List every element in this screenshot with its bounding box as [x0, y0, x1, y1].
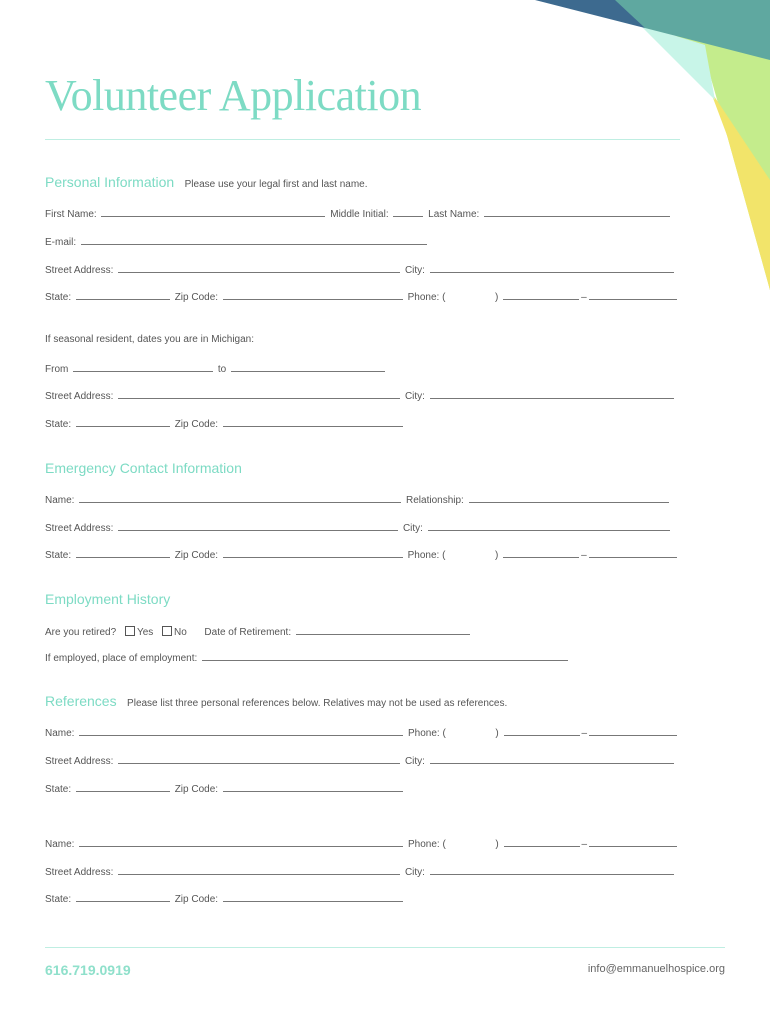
phone-paren-open: (	[442, 550, 446, 561]
middle-initial-label: Middle Initial:	[330, 209, 389, 220]
ref2-state-row	[45, 892, 405, 905]
zip-field[interactable]	[223, 290, 403, 300]
retirement-date-field[interactable]	[296, 625, 470, 635]
seasonal-street-label: Street Address:	[45, 391, 114, 402]
ref2-street-label: Street Address:	[45, 867, 114, 878]
first-name-label: First Name:	[45, 209, 97, 220]
ref2-zip-field[interactable]	[223, 892, 403, 902]
emergency-street-field[interactable]	[118, 521, 398, 531]
phone-paren-open: (	[442, 292, 446, 303]
references-section-header	[45, 693, 507, 711]
ref1-city-field[interactable]	[430, 754, 674, 764]
emergency-phone-line-field[interactable]	[589, 548, 677, 558]
ref2-name-field[interactable]	[79, 837, 403, 847]
phone-paren-close: )	[495, 728, 499, 739]
state-row	[45, 290, 679, 303]
personal-note: Please use your legal first and last name.	[184, 179, 368, 190]
state-field[interactable]	[76, 290, 170, 300]
seasonal-address-row	[45, 389, 676, 402]
ref1-phone-prefix-field[interactable]	[504, 726, 580, 736]
seasonal-label: If seasonal resident, dates you are in Michigan:	[45, 334, 255, 345]
emergency-zip-label: Zip Code:	[174, 550, 219, 561]
to-date-field[interactable]	[231, 362, 385, 372]
street-field[interactable]	[118, 263, 400, 273]
city-label: City:	[404, 265, 425, 276]
phone-prefix-field[interactable]	[503, 290, 579, 300]
email-field[interactable]	[81, 235, 427, 245]
phone-dash: –	[581, 839, 588, 850]
phone-paren-close: )	[495, 292, 499, 303]
phone-dash: –	[581, 550, 587, 561]
ref1-address-row	[45, 754, 676, 767]
emergency-state-label: State:	[45, 550, 72, 561]
ref1-street-label: Street Address:	[45, 756, 114, 767]
relationship-field[interactable]	[469, 493, 669, 503]
ref2-state-label: State:	[45, 894, 72, 905]
last-name-field[interactable]	[484, 207, 670, 217]
yes-checkbox[interactable]	[125, 626, 135, 636]
ref2-city-label: City:	[404, 867, 425, 878]
seasonal-zip-field[interactable]	[223, 417, 403, 427]
phone-dash: –	[581, 292, 587, 303]
ref1-zip-field[interactable]	[223, 782, 403, 792]
ref2-phone-line-field[interactable]	[589, 837, 677, 847]
emergency-street-label: Street Address:	[45, 523, 114, 534]
employment-section-header	[45, 591, 170, 609]
emergency-city-label: City:	[402, 523, 423, 534]
employment-place-label: If employed, place of employment:	[45, 653, 198, 664]
emergency-state-field[interactable]	[76, 548, 170, 558]
phone-paren-close: )	[495, 839, 499, 850]
ref2-street-field[interactable]	[118, 865, 400, 875]
seasonal-zip-label: Zip Code:	[174, 419, 219, 430]
seasonal-city-field[interactable]	[430, 389, 674, 399]
from-label: From	[45, 364, 69, 375]
emergency-phone-label: Phone:	[407, 550, 440, 561]
no-label: No	[174, 627, 187, 638]
name-row	[45, 207, 672, 220]
phone-label: Phone:	[407, 292, 440, 303]
employment-heading: Employment History	[45, 591, 171, 607]
seasonal-city-label: City:	[404, 391, 425, 402]
address-row	[45, 263, 676, 276]
email-row	[45, 235, 429, 248]
seasonal-row	[45, 334, 254, 345]
seasonal-state-label: State:	[45, 419, 72, 430]
ref1-phone-line-field[interactable]	[589, 726, 677, 736]
ref1-state-label: State:	[45, 784, 72, 795]
footer-divider	[45, 947, 725, 948]
relationship-label: Relationship:	[406, 495, 464, 506]
footer-email: info@emmanuelhospice.org	[587, 963, 725, 975]
emergency-phone-prefix-field[interactable]	[503, 548, 579, 558]
references-note: Please list three personal references below. Relatives may not be used as references.	[127, 698, 508, 709]
emergency-address-row	[45, 521, 672, 534]
from-date-field[interactable]	[73, 362, 213, 372]
ref1-state-row	[45, 782, 405, 795]
ref2-state-field[interactable]	[76, 892, 170, 902]
no-checkbox[interactable]	[162, 626, 172, 636]
phone-paren-open: (	[442, 839, 446, 850]
city-field[interactable]	[430, 263, 674, 273]
street-label: Street Address:	[45, 265, 114, 276]
seasonal-street-field[interactable]	[118, 389, 400, 399]
zip-label: Zip Code:	[174, 292, 219, 303]
first-name-field[interactable]	[101, 207, 325, 217]
emergency-section-header	[45, 460, 242, 478]
emergency-city-field[interactable]	[428, 521, 670, 531]
ref2-phone-label: Phone:	[408, 839, 440, 850]
ref1-state-field[interactable]	[76, 782, 170, 792]
emergency-heading: Emergency Contact Information	[45, 460, 242, 476]
phone-dash: –	[581, 728, 588, 739]
state-label: State:	[45, 292, 72, 303]
personal-heading: Personal Information	[45, 174, 175, 190]
dates-row	[45, 362, 387, 375]
emergency-state-row	[45, 548, 679, 561]
retired-question: Are you retired?	[45, 627, 117, 638]
ref2-zip-label: Zip Code:	[174, 894, 219, 905]
ref2-name-row	[45, 837, 679, 850]
ref1-zip-label: Zip Code:	[174, 784, 219, 795]
phone-line-field[interactable]	[589, 290, 677, 300]
phone-paren-open: (	[442, 728, 446, 739]
ref1-name-label: Name:	[45, 728, 75, 739]
retired-row	[45, 625, 472, 638]
footer-phone: 616.719.0919	[45, 962, 131, 978]
ref2-city-field[interactable]	[430, 865, 674, 875]
seasonal-state-row	[45, 417, 405, 430]
employment-place-row	[45, 651, 570, 664]
ref2-address-row	[45, 865, 676, 878]
employment-place-field[interactable]	[202, 651, 568, 661]
ref1-name-row	[45, 726, 679, 739]
middle-initial-field[interactable]	[393, 207, 423, 217]
ref1-street-field[interactable]	[118, 754, 400, 764]
last-name-label: Last Name:	[428, 209, 480, 220]
phone-paren-close: )	[495, 550, 499, 561]
emergency-zip-field[interactable]	[223, 548, 403, 558]
personal-section-header	[45, 174, 368, 192]
ref1-name-field[interactable]	[79, 726, 403, 736]
emergency-name-field[interactable]	[79, 493, 401, 503]
email-label: E-mail:	[45, 237, 77, 248]
ref2-name-label: Name:	[45, 839, 75, 850]
yes-label: Yes	[136, 627, 154, 638]
emergency-name-row	[45, 493, 671, 506]
references-heading: References	[45, 693, 117, 709]
ref1-city-label: City:	[404, 756, 425, 767]
ref1-phone-label: Phone:	[408, 728, 440, 739]
emergency-name-label: Name:	[45, 495, 75, 506]
seasonal-state-field[interactable]	[76, 417, 170, 427]
to-label: to	[217, 364, 227, 375]
title-divider	[45, 139, 680, 140]
ref2-phone-prefix-field[interactable]	[504, 837, 580, 847]
page-title: Volunteer Application	[45, 71, 422, 120]
retirement-date-label: Date of Retirement:	[204, 627, 292, 638]
